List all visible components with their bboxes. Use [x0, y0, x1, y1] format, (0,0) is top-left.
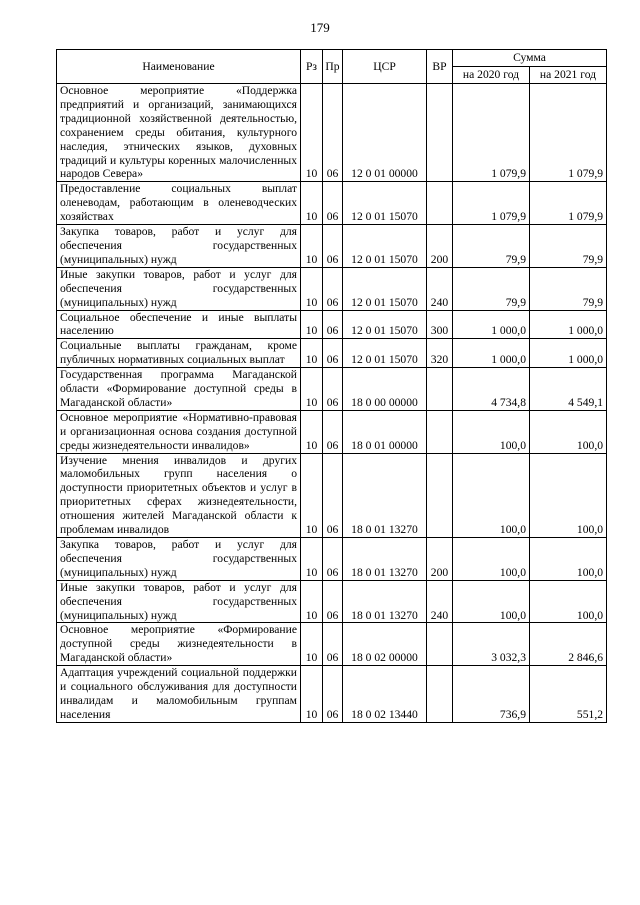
- table-row: [57, 623, 607, 666]
- table-row: [57, 84, 607, 182]
- table-row: [57, 410, 607, 453]
- cell-vr: [427, 666, 453, 723]
- cell-csr: 12 0 01 15070: [343, 310, 427, 339]
- row-name-text: Социальные выплаты гражданам, кроме публичных нормативных социальных выплат: [60, 339, 297, 367]
- cell-rz: 10: [301, 339, 323, 368]
- cell-sum-2021: 4 549,1: [530, 368, 607, 411]
- header-sum: Сумма: [453, 50, 607, 67]
- cell-vr: [427, 84, 453, 182]
- row-name-text: Основное мероприятие «Нормативно-правовая и организационная основа создания доступной среды жизнедеятельности инвалидов»: [60, 410, 297, 452]
- row-name-text: Предоставление социальных выплат оленеводам, работающим в оленеводческих хозяйствах: [60, 182, 297, 224]
- cell-name: [57, 453, 301, 537]
- cell-pr: 06: [323, 84, 343, 182]
- cell-sum-2021: 100,0: [530, 453, 607, 537]
- cell-sum-2020: 736,9: [453, 666, 530, 723]
- cell-vr: [427, 368, 453, 411]
- row-name-text: Изучение мнения инвалидов и других маломобильных групп населения о доступности приоритетных объектов и услуг в приоритетных сферах жизнедеятельности, отношения жителей Магаданской области к проблемам инвалидов: [60, 453, 297, 537]
- row-name-text: Иные закупки товаров, работ и услуг для обеспечения государственных (муниципальных) нужд: [60, 580, 297, 622]
- cell-name: [57, 267, 301, 310]
- cell-vr: 300: [427, 310, 453, 339]
- cell-pr: 06: [323, 225, 343, 268]
- cell-rz: 10: [301, 623, 323, 666]
- cell-sum-2021: 100,0: [530, 580, 607, 623]
- cell-csr: 18 0 01 13270: [343, 580, 427, 623]
- cell-csr: 18 0 00 00000: [343, 368, 427, 411]
- cell-sum-2020: 1 079,9: [453, 84, 530, 182]
- cell-name: [57, 310, 301, 339]
- cell-name: [57, 538, 301, 581]
- header-csr: ЦСР: [343, 50, 427, 84]
- cell-name: [57, 623, 301, 666]
- cell-pr: 06: [323, 623, 343, 666]
- cell-rz: 10: [301, 580, 323, 623]
- cell-csr: 18 0 02 13440: [343, 666, 427, 723]
- cell-vr: 240: [427, 580, 453, 623]
- cell-name: [57, 666, 301, 723]
- cell-csr: 12 0 01 15070: [343, 267, 427, 310]
- cell-vr: 320: [427, 339, 453, 368]
- table-row: [57, 267, 607, 310]
- row-name-text: Основное мероприятие «Поддержка предприятий и организаций, занимающихся традиционной хозяйственной деятельностью, сохранением среды обитания, культурного наследия, этнических языков, духовных традиций и культуры коренных малочисленных народов Севера»: [60, 84, 297, 181]
- cell-sum-2021: 1 000,0: [530, 339, 607, 368]
- cell-sum-2020: 1 000,0: [453, 310, 530, 339]
- cell-vr: [427, 182, 453, 225]
- cell-csr: 18 0 01 13270: [343, 538, 427, 581]
- cell-csr: 12 0 01 15070: [343, 225, 427, 268]
- cell-sum-2021: 79,9: [530, 225, 607, 268]
- cell-sum-2020: 79,9: [453, 267, 530, 310]
- cell-vr: [427, 623, 453, 666]
- row-name-text: Закупка товаров, работ и услуг для обеспечения государственных (муниципальных) нужд: [60, 225, 297, 266]
- cell-csr: 12 0 01 00000: [343, 84, 427, 182]
- cell-sum-2020: 100,0: [453, 410, 530, 453]
- cell-name: [57, 368, 301, 411]
- cell-sum-2020: 3 032,3: [453, 623, 530, 666]
- page-number: 179: [310, 20, 330, 35]
- header-vr: ВР: [427, 50, 453, 84]
- row-name-text: Закупка товаров, работ и услуг для обеспечения государственных (муниципальных) нужд: [60, 538, 297, 579]
- cell-sum-2020: 1 000,0: [453, 339, 530, 368]
- table-body: [57, 84, 607, 723]
- table-row: [57, 310, 607, 339]
- cell-csr: 18 0 02 00000: [343, 623, 427, 666]
- cell-rz: 10: [301, 666, 323, 723]
- cell-pr: 06: [323, 339, 343, 368]
- cell-sum-2020: 4 734,8: [453, 368, 530, 411]
- cell-rz: 10: [301, 410, 323, 453]
- cell-csr: 18 0 01 00000: [343, 410, 427, 453]
- cell-rz: 10: [301, 267, 323, 310]
- cell-vr: 200: [427, 225, 453, 268]
- header-pr: Пр: [323, 50, 343, 84]
- budget-table: [56, 49, 607, 723]
- cell-sum-2021: 1 079,9: [530, 182, 607, 225]
- table-row: [57, 666, 607, 723]
- cell-rz: 10: [301, 538, 323, 581]
- cell-name: [57, 84, 301, 182]
- cell-sum-2021: 79,9: [530, 267, 607, 310]
- header-rz: Рз: [301, 50, 323, 84]
- cell-name: [57, 182, 301, 225]
- cell-name: [57, 339, 301, 368]
- table-row: [57, 225, 607, 268]
- cell-pr: 06: [323, 580, 343, 623]
- cell-csr: 12 0 01 15070: [343, 339, 427, 368]
- cell-rz: 10: [301, 84, 323, 182]
- table-row: [57, 538, 607, 581]
- cell-sum-2020: 100,0: [453, 453, 530, 537]
- header-name: Наименование: [57, 50, 301, 84]
- row-name-text: Иные закупки товаров, работ и услуг для обеспечения государственных (муниципальных) нужд: [60, 267, 297, 309]
- cell-sum-2021: 100,0: [530, 538, 607, 581]
- cell-pr: 06: [323, 310, 343, 339]
- cell-name: [57, 410, 301, 453]
- cell-csr: 12 0 01 15070: [343, 182, 427, 225]
- row-name-text: Основное мероприятие «Формирование доступной среды жизнедеятельности в Магаданской области»: [60, 623, 297, 665]
- header-year-2021: на 2021 год: [530, 67, 607, 84]
- cell-rz: 10: [301, 182, 323, 225]
- cell-sum-2020: 1 079,9: [453, 182, 530, 225]
- cell-pr: 06: [323, 666, 343, 723]
- cell-vr: 240: [427, 267, 453, 310]
- cell-name: [57, 580, 301, 623]
- cell-vr: [427, 410, 453, 453]
- cell-sum-2021: 1 000,0: [530, 310, 607, 339]
- cell-pr: 06: [323, 182, 343, 225]
- cell-sum-2020: 100,0: [453, 580, 530, 623]
- cell-vr: 200: [427, 538, 453, 581]
- table-row: [57, 453, 607, 537]
- table-row: [57, 339, 607, 368]
- row-name-text: Государственная программа Магаданской области «Формирование доступной среды в Магаданской области»: [60, 368, 297, 409]
- cell-sum-2021: 100,0: [530, 410, 607, 453]
- row-name-text: Адаптация учреждений социальной поддержки и социального обслуживания для доступности инвалидам и маломобильным группам населения: [60, 666, 297, 721]
- cell-pr: 06: [323, 368, 343, 411]
- cell-pr: 06: [323, 410, 343, 453]
- cell-rz: 10: [301, 368, 323, 411]
- cell-rz: 10: [301, 453, 323, 537]
- cell-name: [57, 225, 301, 268]
- cell-sum-2021: 1 079,9: [530, 84, 607, 182]
- cell-sum-2021: 551,2: [530, 666, 607, 723]
- cell-rz: 10: [301, 225, 323, 268]
- cell-pr: 06: [323, 267, 343, 310]
- cell-pr: 06: [323, 538, 343, 581]
- header-year-2020: на 2020 год: [453, 67, 530, 84]
- cell-rz: 10: [301, 310, 323, 339]
- table-row: [57, 580, 607, 623]
- cell-sum-2020: 100,0: [453, 538, 530, 581]
- table-row: [57, 368, 607, 411]
- cell-csr: 18 0 01 13270: [343, 453, 427, 537]
- cell-sum-2020: 79,9: [453, 225, 530, 268]
- table-row: [57, 182, 607, 225]
- row-name-text: Социальное обеспечение и иные выплаты населению: [60, 310, 297, 338]
- table-header: [57, 50, 607, 84]
- cell-vr: [427, 453, 453, 537]
- cell-pr: 06: [323, 453, 343, 537]
- cell-sum-2021: 2 846,6: [530, 623, 607, 666]
